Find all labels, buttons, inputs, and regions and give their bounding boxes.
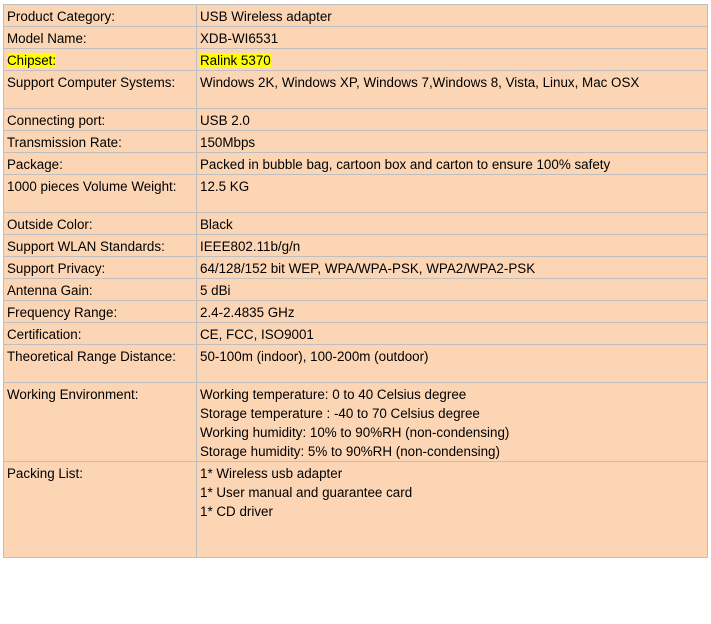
spec-value-cell	[197, 383, 708, 462]
spec-label: Model Name:	[7, 31, 87, 46]
spec-label-cell	[4, 5, 197, 27]
spec-value-cell	[197, 462, 708, 558]
spec-value-cell	[197, 279, 708, 301]
spec-value-cell	[197, 213, 708, 235]
spec-value-line: Working humidity: 10% to 90%RH (non-condensing)	[200, 425, 510, 440]
spec-value-cell	[197, 235, 708, 257]
spec-label-cell	[4, 301, 197, 323]
table-row	[4, 462, 708, 558]
spec-value-line: Ralink 5370	[200, 53, 271, 68]
spec-value-line: 5 dBi	[200, 283, 231, 298]
spec-label-cell	[4, 235, 197, 257]
table-row	[4, 301, 708, 323]
spec-table-body	[4, 5, 708, 558]
spec-value-cell	[197, 257, 708, 279]
spec-label-cell	[4, 71, 197, 109]
spec-value-cell	[197, 109, 708, 131]
table-row	[4, 49, 708, 71]
table-row	[4, 131, 708, 153]
table-row	[4, 109, 708, 131]
spec-label: Support Computer Systems:	[7, 75, 176, 90]
spec-value-cell	[197, 175, 708, 213]
spec-label-cell	[4, 257, 197, 279]
table-row	[4, 279, 708, 301]
spec-label: Product Category:	[7, 9, 115, 24]
spec-value-line: 1* User manual and guarantee card	[200, 485, 413, 500]
spec-label: Theoretical Range Distance:	[7, 349, 176, 364]
spec-value-line: 64/128/152 bit WEP, WPA/WPA-PSK, WPA2/WPA2-PSK	[200, 261, 536, 276]
spec-label: Package:	[7, 157, 63, 172]
spec-value-cell	[197, 5, 708, 27]
spec-label-cell	[4, 49, 197, 71]
spec-label-cell	[4, 153, 197, 175]
spec-label-cell	[4, 27, 197, 49]
spec-label-cell	[4, 462, 197, 558]
spec-label: 1000 pieces Volume Weight:	[7, 179, 177, 194]
spec-value-line: Working temperature: 0 to 40 Celsius degree	[200, 387, 467, 402]
spec-label-cell	[4, 213, 197, 235]
spec-value-line: Windows 2K, Windows XP, Windows 7,Windows 8, Vista, Linux, Mac OSX	[200, 75, 640, 90]
spec-label-cell	[4, 323, 197, 345]
spec-value-line: Storage humidity: 5% to 90%RH (non-condensing)	[200, 444, 500, 459]
spec-label: Chipset:	[7, 53, 57, 68]
spec-label-cell	[4, 109, 197, 131]
spec-value-cell	[197, 49, 708, 71]
spec-label: Packing List:	[7, 466, 83, 481]
spec-label: Transmission Rate:	[7, 135, 122, 150]
spec-label: Outside Color:	[7, 217, 93, 232]
spec-value-cell	[197, 323, 708, 345]
spec-value-cell	[197, 301, 708, 323]
spec-value-line: 1* Wireless usb adapter	[200, 466, 343, 481]
spec-value-line: 150Mbps	[200, 135, 256, 150]
spec-label: Frequency Range:	[7, 305, 118, 320]
spec-value-line: 2.4-2.4835 GHz	[200, 305, 295, 320]
table-row	[4, 235, 708, 257]
spec-label: Certification:	[7, 327, 82, 342]
spec-label: Support WLAN Standards:	[7, 239, 165, 254]
spec-value-line: Storage temperature : -40 to 70 Celsius degree	[200, 406, 480, 421]
table-row	[4, 323, 708, 345]
spec-value-cell	[197, 27, 708, 49]
table-row	[4, 5, 708, 27]
spec-label: Antenna Gain:	[7, 283, 93, 298]
spec-label: Support Privacy:	[7, 261, 106, 276]
spec-label: Working Environment:	[7, 387, 139, 402]
table-row	[4, 383, 708, 462]
spec-label-cell	[4, 131, 197, 153]
table-row	[4, 153, 708, 175]
spec-value-line: IEEE802.11b/g/n	[200, 239, 301, 254]
spec-value-line: USB Wireless adapter	[200, 9, 332, 24]
table-row	[4, 345, 708, 383]
spec-value-line: 1* CD driver	[200, 504, 273, 519]
spec-table	[3, 4, 708, 558]
spec-value-line: USB 2.0	[200, 113, 250, 128]
spec-label-cell	[4, 383, 197, 462]
spec-value-line: XDB-WI6531	[200, 31, 279, 46]
spec-label-cell	[4, 345, 197, 383]
spec-value-cell	[197, 131, 708, 153]
spec-value-line: CE, FCC, ISO9001	[200, 327, 314, 342]
spec-label-cell	[4, 279, 197, 301]
spec-value-line: Packed in bubble bag, cartoon box and carton to ensure 100% safety	[200, 157, 611, 172]
table-row	[4, 27, 708, 49]
spec-value-cell	[197, 345, 708, 383]
table-row	[4, 175, 708, 213]
table-row	[4, 257, 708, 279]
table-row	[4, 213, 708, 235]
table-row	[4, 71, 708, 109]
spec-value-line: 12.5 KG	[200, 179, 250, 194]
spec-value-cell	[197, 71, 708, 109]
spec-value-line: 50-100m (indoor), 100-200m (outdoor)	[200, 349, 429, 364]
spec-value-cell	[197, 153, 708, 175]
spec-label: Connecting port:	[7, 113, 106, 128]
spec-value-line: Black	[200, 217, 233, 232]
spec-label-cell	[4, 175, 197, 213]
